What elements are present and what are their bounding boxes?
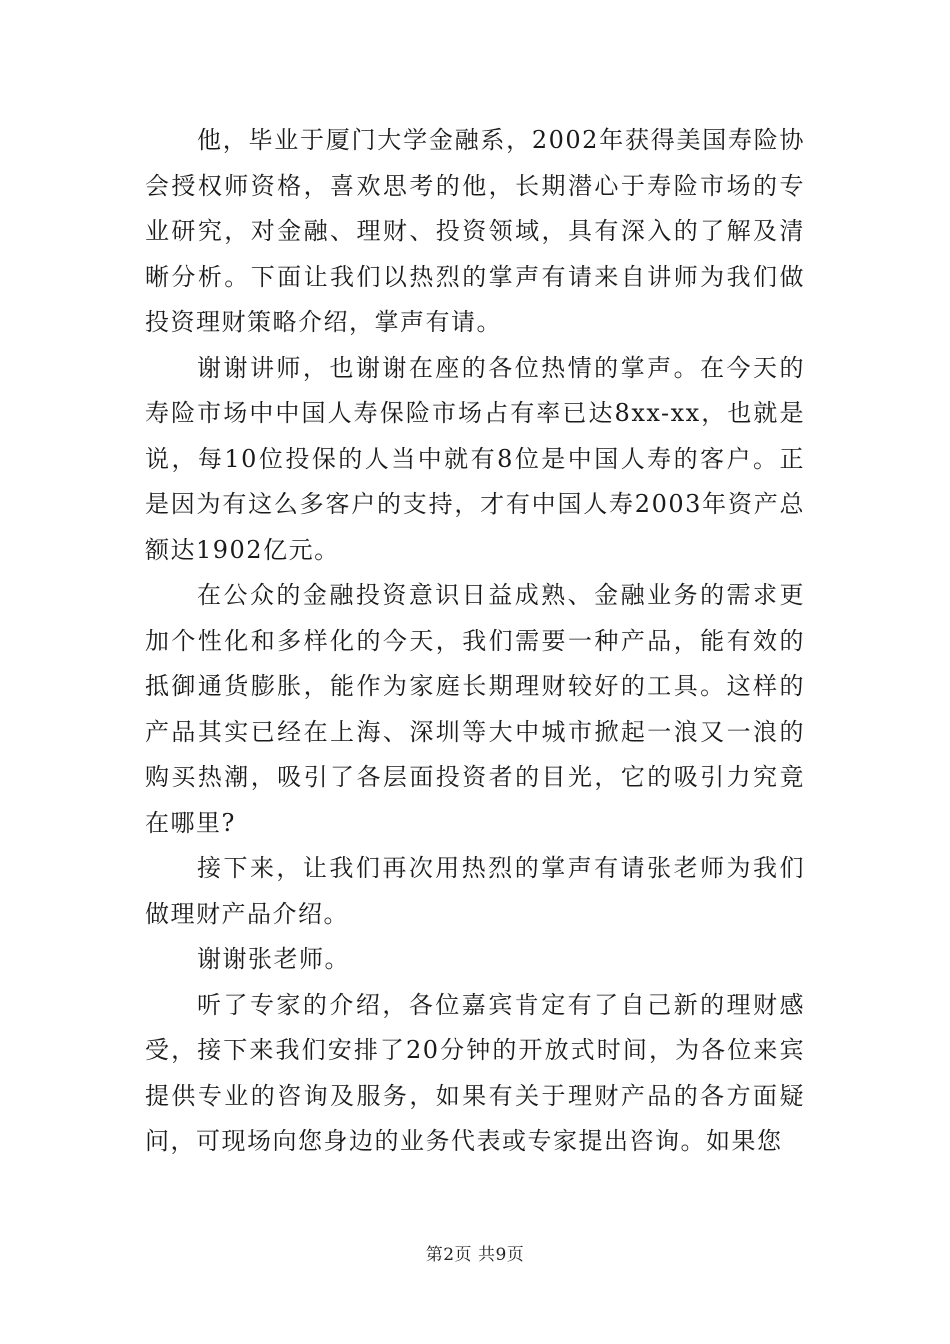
paragraph-4: 接下来，让我们再次用热烈的掌声有请张老师为我们做理财产品介绍。 [145,854,805,928]
page-footer: 第2页 共9页 [425,1245,525,1265]
paragraph-3: 在公众的金融投资意识日益成熟、金融业务的需求更加个性化和多样化的今天，我们需要一种产品，能有效的抵御通货膨胀，能作为家庭长期理财较好的工具。这样的产品其实已经在上海、深圳等大中城市掀起一浪又一浪的购买热潮，吸引了各层面投资者的目光，它的吸引力究竟在哪里? [145,581,805,837]
paragraph-5: 谢谢张老师。 [197,945,350,973]
paragraph-6: 听了专家的介绍，各位嘉宾肯定有了自己新的理财感受，接下来我们安排了20分钟的开放式时间，为各位来宾提供专业的咨询及服务，如果有关于理财产品的各方面疑问，可现场向您身边的业务代表或专家提出咨询。如果您 [145,990,805,1155]
document-body [145,118,805,1165]
paragraph-2: 谢谢讲师，也谢谢在座的各位热情的掌声。在今天的寿险市场中中国人寿保险市场占有率已达8xx-xx，也就是说，每10位投保的人当中就有8位是中国人寿的客户。正是因为有这么多客户的支持，才有中国人寿2003年资产总额达1902亿元。 [145,353,805,564]
paragraph-1: 他，毕业于厦门大学金融系，2002年获得美国寿险协会授权师资格，喜欢思考的他，长期潜心于寿险市场的专业研究，对金融、理财、投资领域，具有深入的了解及清晰分析。下面让我们以热烈的掌声有请来自讲师为我们做投资理财策略介绍，掌声有请。 [145,126,805,336]
